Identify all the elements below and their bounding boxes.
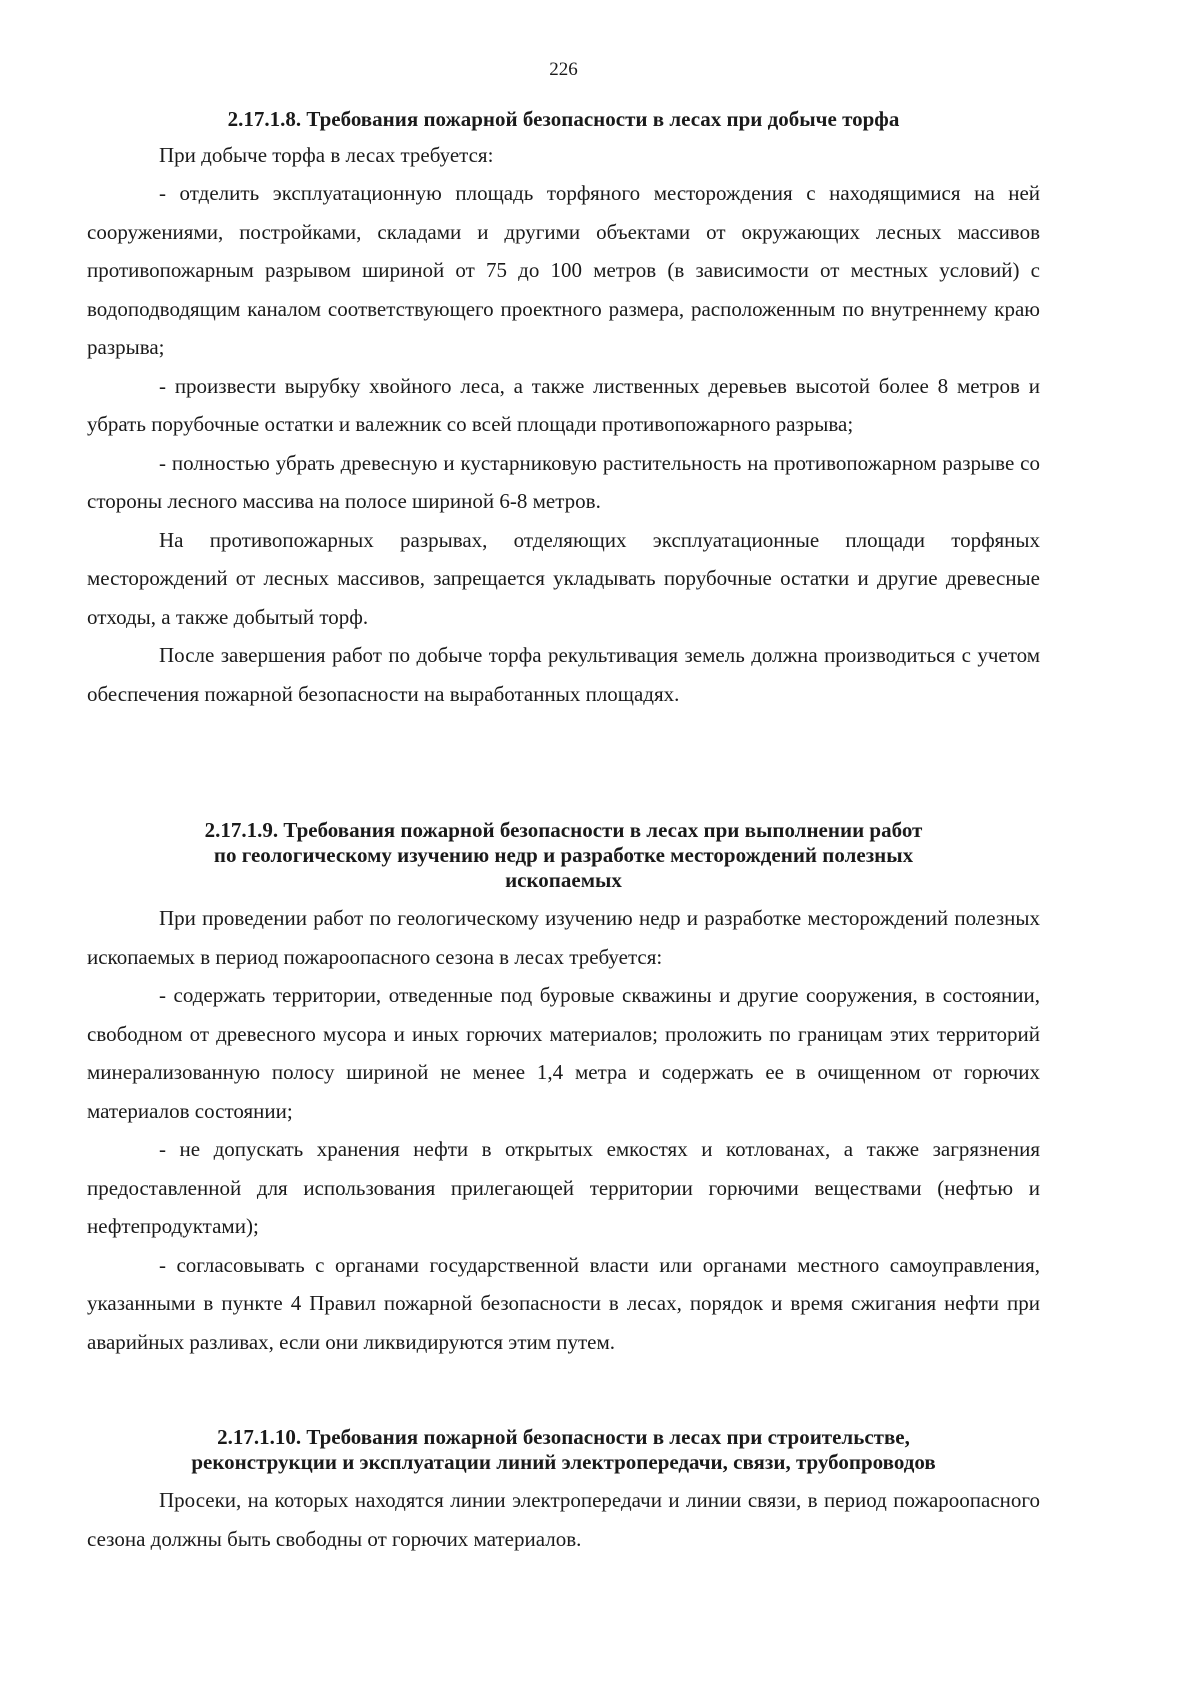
heading-line: 2.17.1.10. Требования пожарной безопасности в лесах при строительстве, [217,1425,910,1449]
section-heading [87,1425,1040,1475]
paragraph: - отделить эксплуатационную площадь торфяного месторождения с находящимися на ней сооружениями, постройками, складами и другими объектами от окружающих лесных массивов противопожарным разрывом шириной от 75 до 100 метров (в зависимости от местных условий) с водоподводящим каналом соответствующего проектного размера, расположенным по внутреннему краю разрыва; [87,181,1040,359]
section-2-17-1-8 [87,104,1040,713]
paragraph: На противопожарных разрывах, отделяющих эксплуатационные площади торфяных месторождений от лесных массивов, запрещается укладывать порубочные остатки и другие древесные отходы, а также добытый торф. [87,527,1040,629]
paragraph: После завершения работ по добыче торфа рекультивация земель должна производиться с учетом обеспечения пожарной безопасности на выработанных площадях. [87,643,1040,706]
paragraph: - содержать территории, отведенные под буровые скважины и другие сооружения, в состоянии, свободном от древесного мусора и иных горючих материалов; проложить по границам этих территорий минерализованную полосу шириной не менее 1,4 метра и содержать ее в очищенном от горючих материалов состоянии; [87,983,1040,1123]
paragraph: При проведении работ по геологическому изучению недр и разработке месторождений полезных ископаемых в период пожароопасного сезона в лесах требуется: [87,906,1040,969]
section-heading [87,818,1040,893]
section-heading [87,104,1040,134]
paragraph: - полностью убрать древесную и кустарниковую растительность на противопожарном разрыве со стороны лесного массива на полосе шириной 6-8 метров. [87,450,1040,513]
heading-line: реконструкции и эксплуатации линий электропередачи, связи, трубопроводов [191,1450,936,1474]
heading-line: 2.17.1.8. Требования пожарной безопасности в лесах при добыче торфа [227,107,900,131]
paragraph: - не допускать хранения нефти в открытых емкостях и котлованах, а также загрязнения предоставленной для использования прилегающей территории горючими веществами (нефтью и нефтепродуктами); [87,1137,1040,1238]
heading-line: 2.17.1.9. Требования пожарной безопасности в лесах при выполнении работ [204,818,923,842]
paragraph: При добыче торфа в лесах требуется: [159,143,494,167]
paragraph: - произвести вырубку хвойного леса, а также лиственных деревьев высотой более 8 метров и убрать порубочные остатки и валежник со всей площади противопожарного разрыва; [87,373,1040,436]
page-number: 226 [549,59,578,80]
heading-line: ископаемых [505,868,622,892]
section-2-17-1-9 [87,818,1040,1361]
paragraph: - согласовывать с органами государственной власти или органами местного самоуправления, указанными в пункте 4 Правил пожарной безопасности в лесах, порядок и время сжигания нефти при аварийных разливах, если они ликвидируются этим путем. [87,1252,1040,1354]
section-2-17-1-10 [87,1425,1040,1558]
paragraph: Просеки, на которых находятся линии электропередачи и линии связи, в период пожароопасного сезона должны быть свободны от горючих материалов. [87,1488,1040,1551]
heading-line: по геологическому изучению недр и разработке месторождений полезных [213,843,914,867]
